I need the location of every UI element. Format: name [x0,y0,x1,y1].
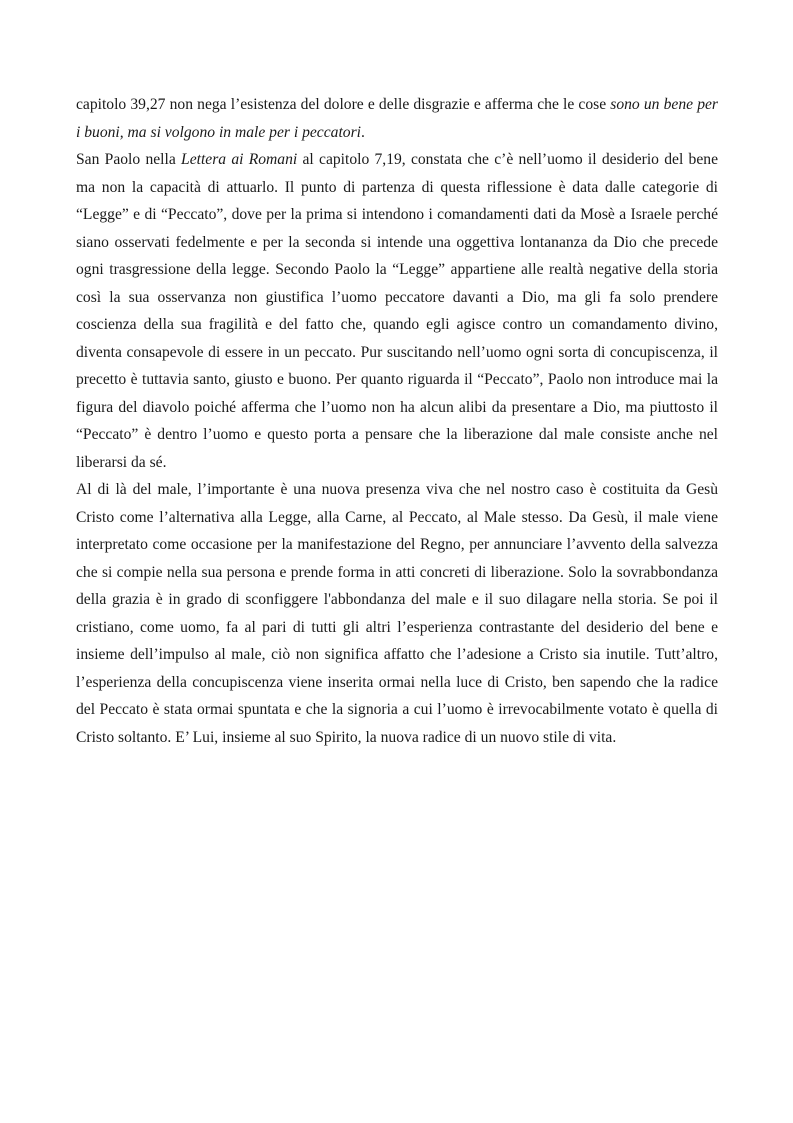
paragraph-2-intro: San Paolo nella [76,151,182,168]
paragraph-1 [76,91,718,146]
paragraph-1-end: . [360,123,365,141]
paragraph-2-title-italic: Lettera ai Romani [181,151,298,168]
paragraph-3-body: Al di là del male, l’importante è una nuova presenza viva che nel nostro caso è costituita da Gesù Cristo come l’alternativa alla Legge, alla Carne, al Peccato, al Male stesso. Da Gesù, il male viene interpretato come occasione per la manifestazione del Regno, per annunciare l’avvento della salvezza che si compie nella sua persona e prende forma in atti concreti di liberazione. Solo la sovrabbondanza della grazia è in grado di sconfiggere l'abbondanza del male e il suo dilagare nella storia. Se poi il cristiano, come uomo, fa al pari di tutti gli altri l’esperienza contrastante del desiderio del bene e insieme dell’impulso al male, ciò non significa affatto che l’adesione a Cristo sia inutile. Tutt’altro, l’esperienza della concupiscenza viene inserita ormai nella luce di Cristo, ben sapendo che la radice del Peccato è stata ormai spuntata e che la signoria a cui l’uomo è irrevocabilmente votato è quella di Cristo soltanto. E’ Lui, insieme al suo Spirito, la nuova radice di un nuovo stile di vita. [76,481,718,746]
paragraph-2-body: al capitolo 7,19, constata che c’è nell’uomo il desiderio del bene ma non la capacità di attuarlo. Il punto di partenza di questa riflessione è data dalle categorie di “Legge” e di “Peccato”, dove per la prima si intendono i comandamenti dati da Mosè a Israele perché siano osservati fedelmente e per la seconda si intende una oggettiva lontananza da Dio che precede ogni trasgressione della legge. Secondo Paolo la “Legge” appartiene alle realtà negative della storia così la sua osservanza non giustifica l’uomo peccatore davanti a Dio, ma gli fa solo prendere coscienza della sua fragilità e del fatto che, quando egli agisce contro un comandamento divino, diventa consapevole di essere in un peccato. Pur suscitando nell’uomo ogni sorta di concupiscenza, il precetto è tuttavia santo, giusto e buono. Per quanto riguarda il “Peccato”, Paolo non introduce mai la figura del diavolo poiché afferma che l’uomo non ha alcun alibi da presentare a Dio, ma piuttosto il “Peccato” è dentro l’uomo e questo porta a pensare che la liberazione dal male consiste anche nel liberarsi da sé. [76,151,718,471]
paragraph-1-italic-quote: sono un bene per i buoni, ma si volgono in male per i peccatori [76,96,718,141]
body-text [76,91,718,751]
paragraph-3 [76,476,718,751]
paragraph-2 [76,146,718,476]
paragraph-1-text: capitolo 39,27 non nega l’esistenza del dolore e delle disgrazie e afferma che le cose [76,96,611,113]
